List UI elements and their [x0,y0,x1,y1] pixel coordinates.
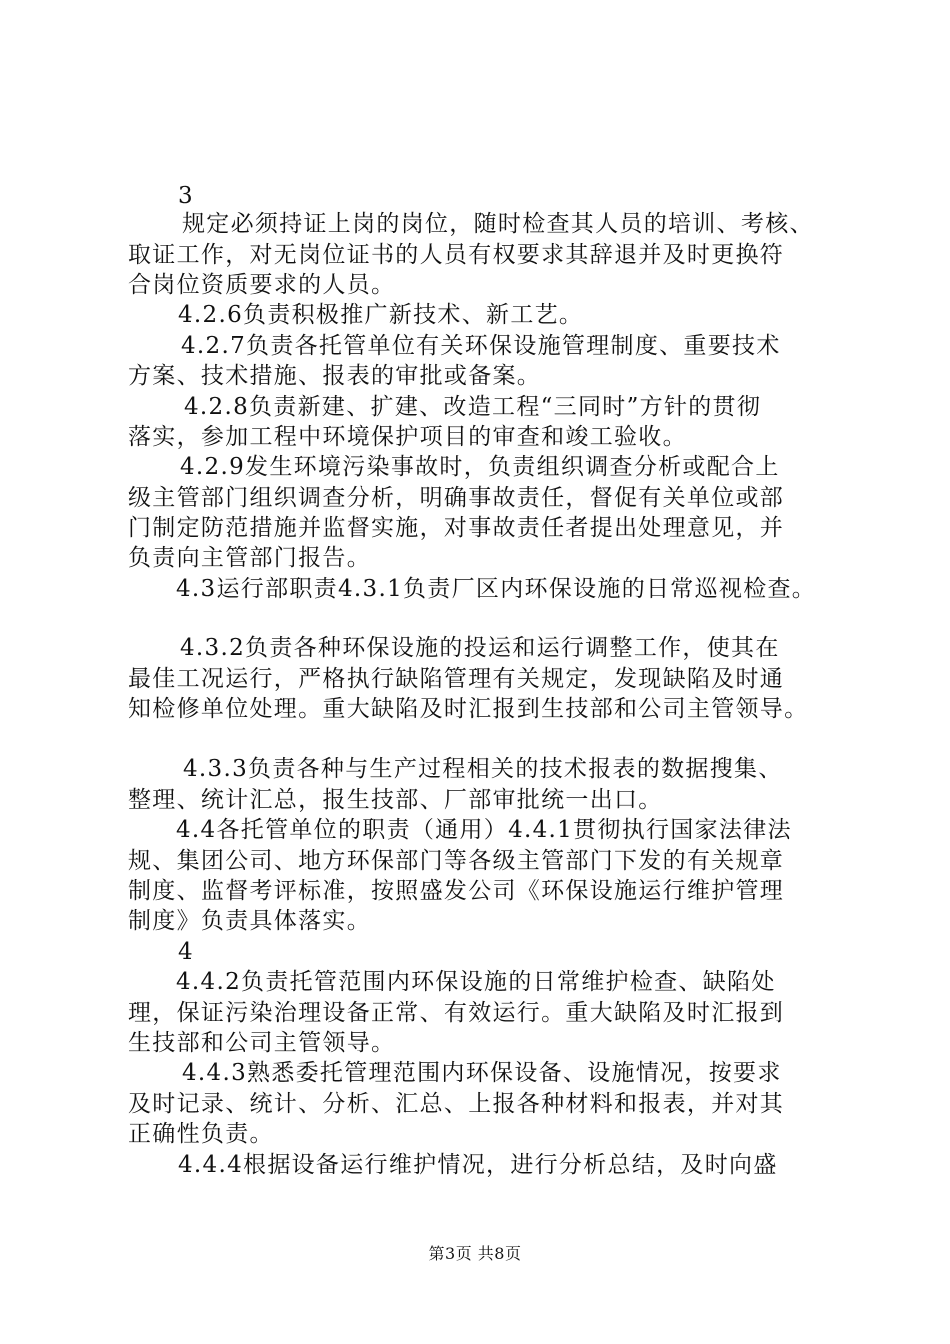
text-line: 级主管部门组织调查分析，明确事故责任，督促有关单位或部 [128,485,785,511]
page-marker: 4 [178,939,194,965]
text-line: 4.3.3负责各种与生产过程相关的技术报表的数据搜集、 [183,756,783,782]
text-line: 4.2.7负责各托管单位有关环保设施管理制度、重要技术 [181,333,781,359]
text-line: 及时记录、统计、分析、汇总、上报各种材料和报表，并对其 [128,1091,785,1117]
page-footer: 第3页 共8页 [428,1244,522,1263]
text-line: 制度、监督考评标准，按照盛发公司《环保设施运行维护管理 [128,878,785,904]
text-line: 4.2.8负责新建、扩建、改造工程“三同时”方针的贯彻 [184,394,762,420]
text-line: 理，保证污染治理设备正常、有效运行。重大缺陷及时汇报到 [128,1000,785,1026]
text-line: 4.4.2负责托管范围内环保设施的日常维护检查、缺陷处 [176,969,776,995]
text-line: 整理、统计汇总，报生技部、厂部审批统一出口。 [128,787,663,813]
text-line: 取证工作，对无岗位证书的人员有权要求其辞退并及时更换符 [128,242,785,268]
text-line: 4.4.4根据设备运行维护情况，进行分析总结，及时向盛 [178,1152,778,1178]
text-line: 4.3.2负责各种环保设施的投运和运行调整工作，使其在 [180,635,780,661]
text-line: 正确性负责。 [128,1121,274,1147]
text-line: 4.3运行部职责4.3.1负责厂区内环保设施的日常巡视检查。 [176,576,817,602]
text-line: 门制定防范措施并监督实施，对事故责任者提出处理意见，并 [128,515,785,541]
text-line: 4.4各托管单位的职责（通用）4.4.1贯彻执行国家法律法 [176,817,792,843]
text-line: 方案、技术措施、报表的审批或备案。 [128,363,542,389]
text-line: 落实，参加工程中环境保护项目的审查和竣工验收。 [128,424,687,450]
text-line: 4.2.9发生环境污染事故时，负责组织调查分析或配合上 [180,454,780,480]
text-line: 规、集团公司、地方环保部门等各级主管部门下发的有关规章 [128,848,785,874]
text-line: 制度》负责具体落实。 [128,908,371,934]
text-line: 生技部和公司主管领导。 [128,1030,396,1056]
text-line: 规定必须持证上岗的岗位，随时检查其人员的培训、考核、 [182,211,814,237]
text-line: 4.4.3熟悉委托管理范围内环保设备、设施情况，按要求 [182,1060,782,1086]
page-marker: 3 [178,183,194,209]
text-line: 最佳工况运行，严格执行缺陷管理有关规定，发现缺陷及时通 [128,666,785,692]
text-line: 负责向主管部门报告。 [128,545,371,571]
text-line: 知检修单位处理。重大缺陷及时汇报到生技部和公司主管领导。 [128,696,809,722]
text-line: 4.2.6负责积极推广新技术、新工艺。 [178,302,584,328]
text-line: 合岗位资质要求的人员。 [128,272,396,298]
